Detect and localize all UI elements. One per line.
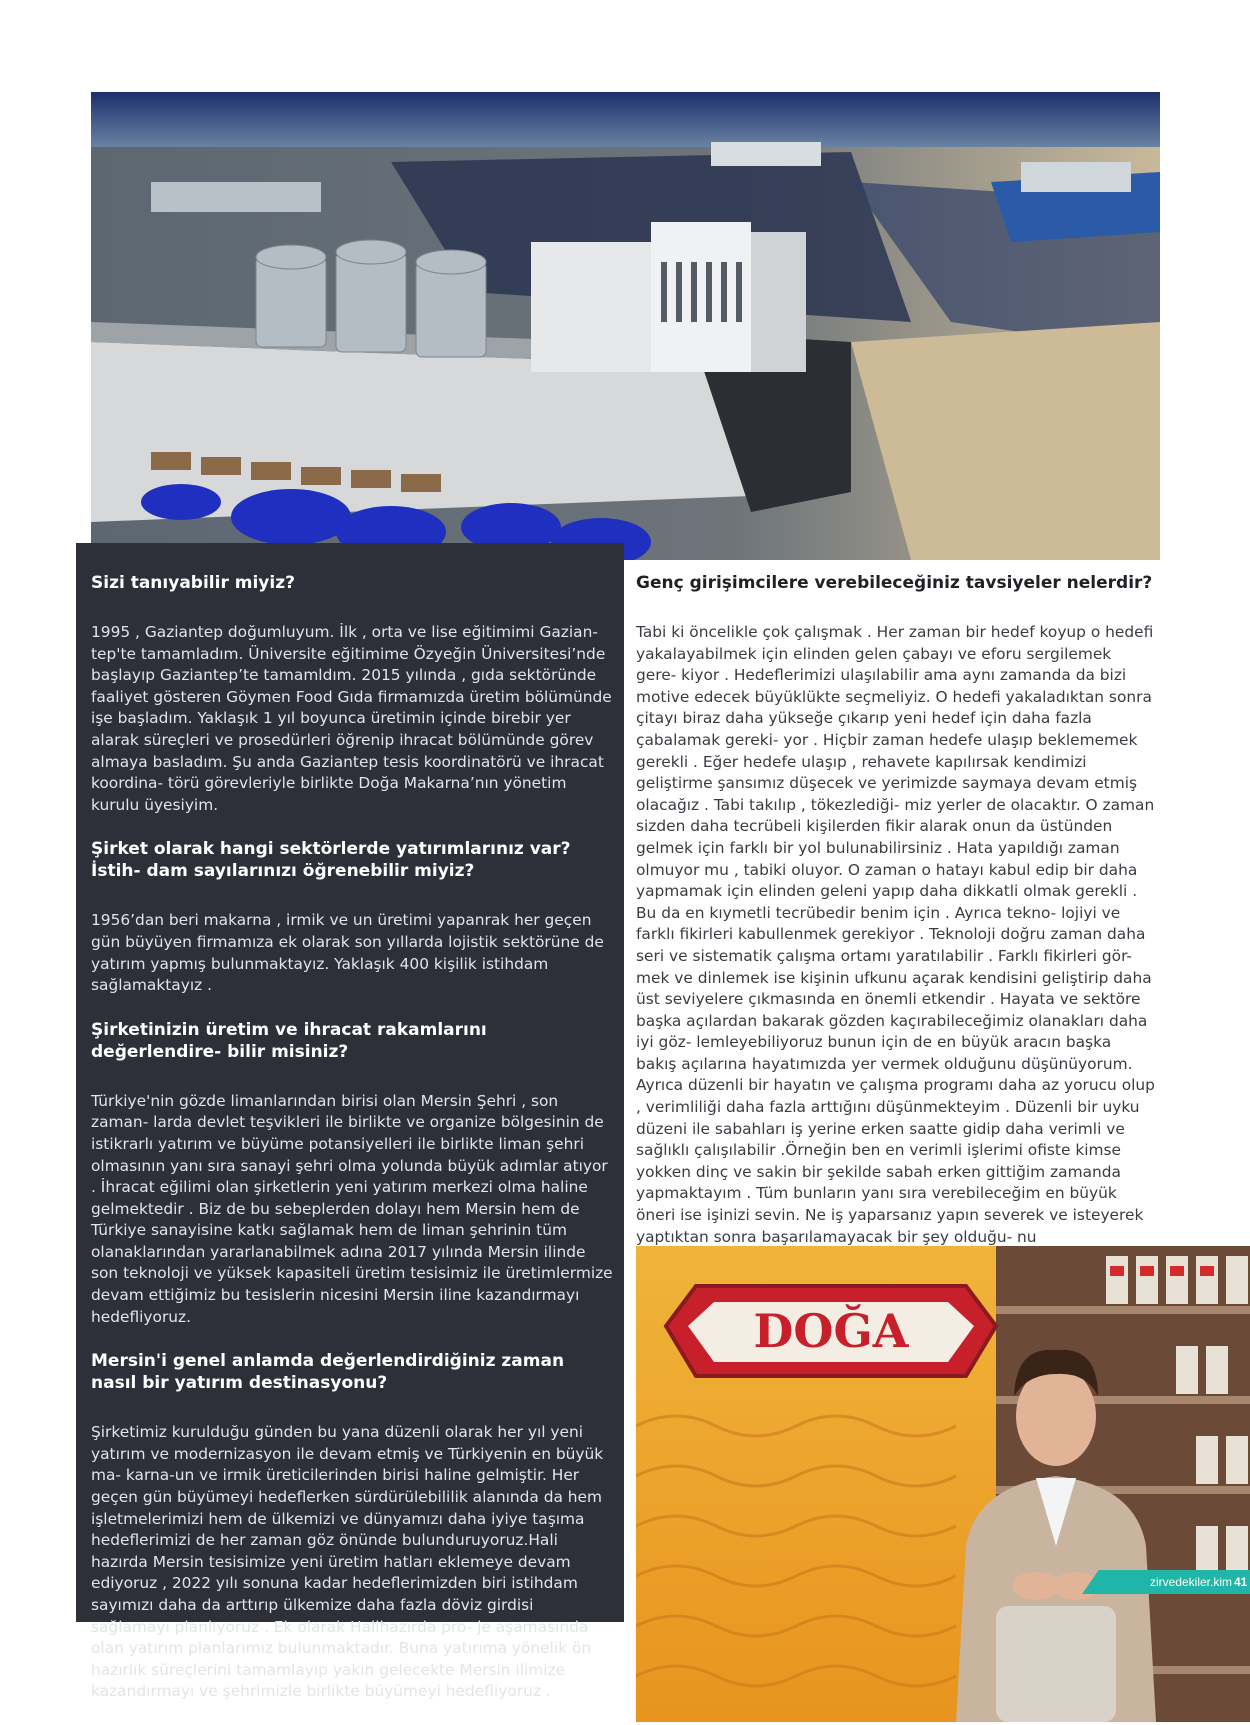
factory-illustration (91, 92, 1160, 560)
answer-paragraph: Şirketimiz kurulduğu günden bu yana düzenli olarak her yıl yeni yatırım ve modernizasyon ile devam etmiş ve Türkiyenin en büyük ma- karna-un ve irmik üreticilerinden birisi haline gelmiştir. Her geçen gün büyümeyi hedeflerken sürdürülebililik alanında da hem işletmelerimizi hem de ülkemizi ve dünyamızı daha iyiye taşıma hedeflerimizi de her zaman göz önünde bulunduruyoruz.Hali hazırda Mersin tesisimize yeni üretim hatları eklemeye devam ediyoruz , 2022 yılı sonuna kadar hedeflerimizden biri istihdam sayımızı daha da arttırıp ülkemize daha fazla döviz girdisi sağlamayı planlıyoruz . Ek olarak Halihazırda pro- je aşamasında olan yatırım planlarımız bulunmaktadır. Buna yatırıma yönelik ön hazırlık süreçlerini tamamlayıp yakın gelecekte Mersin ilimize kazandırmayı ve şehrimizle birlikte büyümeyi hedefliyoruz . (91, 1423, 604, 1701)
qa-block (91, 838, 613, 996)
brand-sign-text: DOĞA (753, 1304, 909, 1358)
footer-site-link[interactable]: zirvedekiler.kim (1149, 1575, 1232, 1589)
question-heading: Genç girişimcilere verebileceğiniz tavsiyeler nelerdir? (636, 573, 1153, 593)
question-heading: Sizi tanıyabilir miyiz? (91, 573, 295, 593)
question-heading: Şirketinizin üretim ve ihracat rakamlarını değerlendire- bilir misiniz? (91, 1019, 487, 1062)
qa-block (636, 572, 1156, 1270)
question-heading: Şirket olarak hangi sektörlerde yatırımlarınız var? İstih- dam sayılarınızı öğrenebilir miyiz? (91, 839, 571, 882)
answer-paragraph: 1995 , Gaziantep doğumluyum. İlk , orta ve lise eğitimimi Gazian- tep'te tamamladım. Üniversite eğitimime Özyeğin Üniversitesi’nde başlayıp Gaziantep’te tamamldım. 2015 yılında , gıda sektöründe faaliyet gösteren Göymen Food Gıda firmamızda üretim bölümünde işe başladım. Yaklaşık 1 yıl boyunca üretimin içinde birebir yer alarak süreçleri ve prosedürleri öğrenip ihracat bölümünde görev almaya basladım. Şu anda Gaziantep tesis koordinatörü ve ihracat koordina- törü görevleriyle birlikte Doğa Makarna’nın yönetim kurulu üyesiyim. (91, 623, 612, 814)
portrait-illustration (636, 1246, 1250, 1722)
portrait-photo (636, 1246, 1250, 1722)
answer-paragraph: Türkiye'nin gözde limanlarından birisi olan Mersin Şehri , son zaman- larda devlet teşvikleri ile birlikte ve organize bölgesinin de istikrarlı yatırım ve büyüme potansiyelleri ile birlikte liman şehri olmasının yanı sıra sanayi şehri olma yolunda büyük adımlar atıyor . İhracat eğilimi olan şirketlerin yeni yatırım merkezi olma haline gelmektedir . Biz de bu sebeplerden dolayı hem Mersin hem de Türkiye sanayisine katkı sağlamak hem de liman şehrinin tüm olanaklarından yararlanabilmek adına 2017 yılında Mersin ilinde son teknoloji ve yüksek kapasiteli üretim tesisimiz ile üretimlermize devam ettiğimiz bu tesislerin nicesini Mersin iline kazandırmayı hedefliyoruz. (91, 1091, 613, 1326)
right-column (636, 572, 1156, 1292)
page-footer (1066, 1570, 1250, 1594)
qa-block (91, 1350, 613, 1703)
answer-paragraph: 1956’dan beri makarna , irmik ve un üretimi yapanrak her geçen gün büyüyen firmamıza ek olarak son yıllarda lojistik sektörüne de yatırım yapmış bulunmaktayız. Yaklaşık 400 kişilik istihdam sağlamaktayız . (91, 911, 604, 995)
answer-paragraph: Tabi ki öncelikle çok çalışmak . Her zaman bir hedef koyup o hedefi yakalayabilmek için elinden gelen çabayı ve eforu sergilemek gere- kiyor . Hedeflerimizi ulaşılabilir ama aynı zamanda da bizi motive edecek büyüklükte seçmeliyiz. O hedefi yakaladıktan sonra çitayı biraz daha yükseğe çıkarıp yeni hedef için daha fazla çabalamak gereki- yor . Hiçbir zaman hedefe ulaşıp beklememek gerekli . Eğer hedefe ulaşıp , rehavete kapılırsak kendimizi geliştirme şansımız düşecek ve yerimizde saymaya devam etmiş olacağız . Tabi takılıp , tökezlediği- miz yerler de olacaktır. O zaman sizden daha tecrübeli kişilerden fikir alarak onun da üstünden gelmek için farklı bir yol bulunabilirsiniz . Hata yapıldığı zaman olmuyor mu , tabiki oluyor. O zaman o hatayı kabul edip bir daha yapmamak için elinden geleni yapıp daha dikkatli olmak gerekli . Bu da en kıymetli tecrübedir benim için . Ayrıca tekno- lojiyi ve farklı fikirleri kabullenmek gerekiyor . Teknoloji doğru zaman daha seri ve sistematik çalışma ortamı yaratılabilir . Farklı fikirleri gör- mek ve dinlemek ise kişinin ufkunu açarak kendisini geliştirip daha üst seviyelere çıkmasında en önemli etkendir . Hayata ve sektöre başka açılardan bakarak gözden kaçırabileceğimiz olanakları daha iyi göz- lemleyebiliyoruz bunun için de en büyük aracın başka bakış açılarına hayatımızda yer vermek olduğunu düşünüyorum. Ayrıca düzenli bir hayatın ve çalışma programı daha az yorucu olup , verimliliği daha fazla arttığını düşünmekteyim . Düzenli bir uyku düzeni ile sabahları iş yerine erken saatte gidip daha verimli ve sağlıklı çalışılabilir .Örneğin ben en verimli işlerimi ofiste kimse yokken dinç ve sakin bir şekilde sabah erken gittiğim zamanda yapmaktayım . Tüm bunların yanı sıra verebileceğim en büyük öneri ise işinizi sevin. Ne iş yaparsanız yapın severek ve isteyerek yaptıktan sonra başarılamayacak bir şey olduğu- nu (636, 623, 1155, 1246)
factory-aerial-photo (91, 92, 1160, 560)
qa-block (91, 572, 613, 816)
question-heading: Mersin'i genel anlamda değerlendirdiğiniz zaman nasıl bir yatırım destinasyonu? (91, 1351, 565, 1394)
left-column (91, 572, 613, 1725)
qa-block (91, 1019, 613, 1329)
page-number: 41 (1234, 1575, 1248, 1589)
